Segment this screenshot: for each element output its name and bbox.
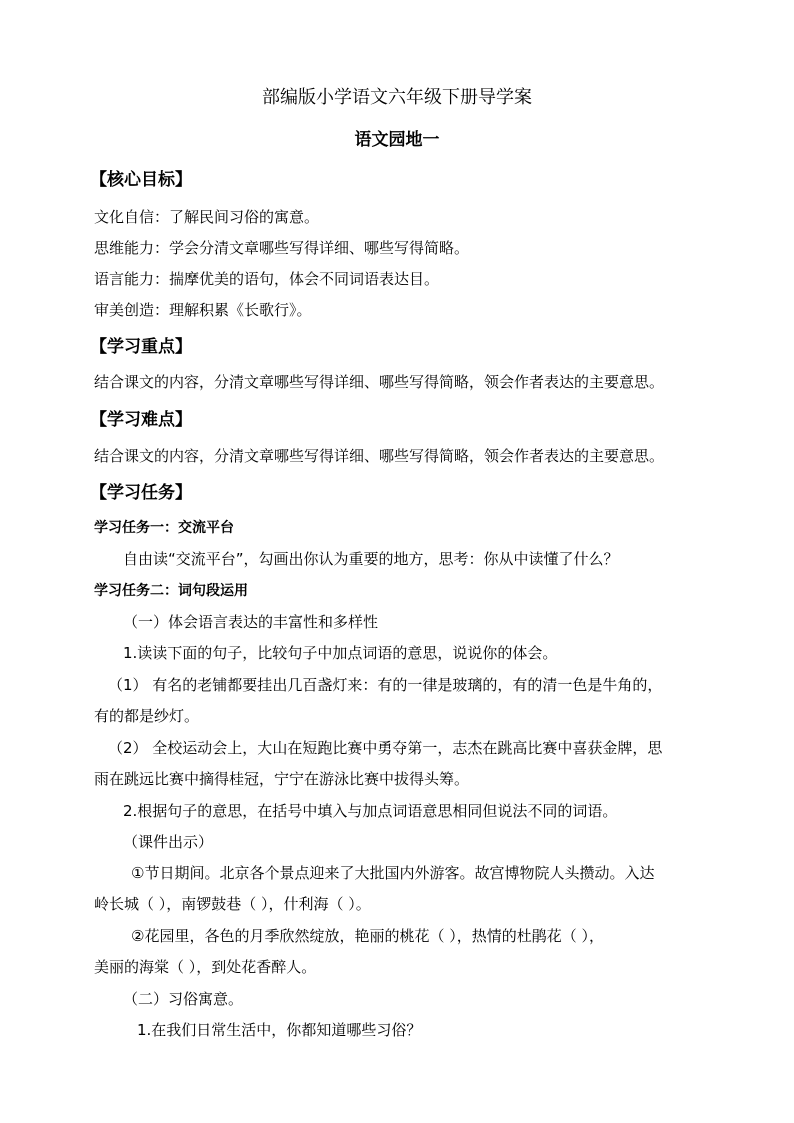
task2-title: 学习任务二：词句段运用 [94, 583, 248, 599]
core-goal-language: 语言能力：揣摩优美的语句，体会不同词语表达目。 [94, 270, 440, 288]
key-points-text: 结合课文的内容，分清文章哪些写得详细、哪些写得简略，领会作者表达的主要意思。 [94, 373, 665, 391]
exercise2-line2: 美丽的海棠（ ），到处花香醉人。 [94, 958, 317, 976]
key-points-heading: 【学习重点】 [90, 337, 192, 357]
document-title: 部编版小学语文六年级下册导学案 [262, 87, 532, 108]
core-goal-thinking: 思维能力：学会分清文章哪些写得详细、哪些写得简略。 [94, 239, 470, 257]
q1-sentence2-line2: 雨在跳远比赛中摘得桂冠，宁宁在游泳比赛中拔得头筹。 [94, 770, 470, 788]
exercise2-line1: ②花园里，各色的月季欣然绽放，艳丽的桃花（ ），热情的杜鹃花（ ）， [131, 927, 604, 945]
core-goal-culture: 文化自信：了解民间习俗的寓意。 [94, 208, 320, 226]
question-2: 2.根据句子的意思，在括号中填入与加点词语意思相同但说法不同的词语。 [123, 802, 618, 820]
lesson-title: 语文园地一 [354, 130, 440, 150]
core-goals-heading: 【核心目标】 [90, 170, 192, 190]
question-3: 1.在我们日常生活中，你都知道哪些习俗？ [137, 1021, 422, 1039]
q1-sentence1-line2: 有的都是纱灯。 [94, 707, 200, 725]
q1-sentence2-line1: （2） 全校运动会上，大山在短跑比赛中勇夺第一，志杰在跳高比赛中喜获金牌，思 [108, 739, 663, 757]
task1-title: 学习任务一：交流平台 [94, 520, 234, 536]
core-goal-aesthetic: 审美创造：理解积累《长歌行》。 [94, 301, 312, 319]
part1-heading: （一）体会语言表达的丰富性和多样性 [123, 613, 379, 631]
difficulties-heading: 【学习难点】 [90, 410, 192, 430]
task1-text: 自由读“交流平台”，勾画出你认为重要的地方，思考：你从中读懂了什么？ [123, 550, 619, 568]
courseware-note: （课件出示） [123, 833, 214, 851]
tasks-heading: 【学习任务】 [90, 483, 192, 503]
question-1: 1.读读下面的句子，比较句子中加点词语的意思，说说你的体会。 [123, 644, 558, 662]
part2-heading: （二）习俗寓意。 [123, 990, 244, 1008]
q1-sentence1-line1: （1） 有名的老铺都要挂出几百盏灯来：有的一律是玻璃的，有的清一色是牛角的， [108, 676, 663, 694]
exercise1-line1: ①节日期间。北京各个景点迎来了大批国内外游客。故宫博物院人头攒动。入达 [131, 864, 655, 882]
exercise1-line2: 岭长城（ ），南锣鼓巷（ ），什利海（ ）。 [94, 895, 371, 913]
difficulties-text: 结合课文的内容，分清文章哪些写得详细、哪些写得简略，领会作者表达的主要意思。 [94, 447, 665, 465]
